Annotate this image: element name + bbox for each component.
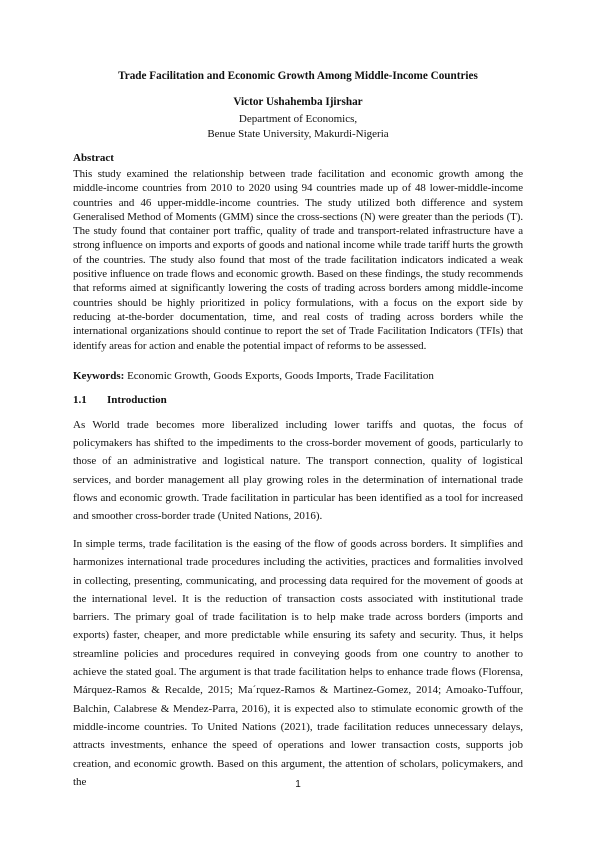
section-number: 1.1 — [73, 394, 87, 406]
page-number: 1 — [295, 779, 301, 790]
keywords-label: Keywords: — [73, 370, 125, 382]
intro-paragraph-1: As World trade becomes more liberalized including lower tariffs and quotas, the focus of policymakers has shifted to the impediments to the cross-border movement of goods, particularly to those of an administrative and logistical nature. The transport connection, quality of logistical services, and border management all play growing roles in the determination of international trade flows and economic growth. Trade facilitation in particular has been identified as a tool for increased and smoother cross-border trade (United Nations, 2016). — [73, 419, 523, 523]
affiliation-department: Department of Economics, — [238, 113, 358, 125]
section-title: Introduction — [107, 394, 167, 406]
affiliation-university: Benue State University, Makurdi-Nigeria — [207, 128, 389, 140]
abstract-heading: Abstract — [73, 152, 114, 164]
section-heading — [73, 394, 167, 406]
intro-paragraph-2: In simple terms, trade facilitation is the easing of the flow of goods across borders. It simplifies and harmonizes international trade procedures including the activities, practices and formalities involved in collecting, presenting, communicating, and processing data required for the movement of goods at the international level. It is the reduction of transaction costs associated with institutional trade barriers. The primary goal of trade facilitation is to help make trade across borders (imports and exports) faster, cheaper, and more predictable while ensuring its safety and security. Thus, it helps streamline policies and procedures required in conveying goods from one country to another to achieve the stated goal. The argument is that trade facilitation helps to enhance trade flows (Florensa, Márquez-Ramos & Recalde, 2015; Ma´rquez-Ramos & Martinez-Gomez, 2014; Amoako-Tuffour, Balchin, Calabrese & Mendez-Parra, 2016), it is expected also to stimulate economic growth of the middle-income countries. To United Nations (2021), trade facilitation reduces unnecessary delays, attracts investments, enhance the speed of operations and lower transaction costs, supports job creation, and economic growth. Based on this argument, the attention of scholars, policymakers, and the — [73, 538, 523, 788]
author-name: Victor Ushahemba Ijirshar — [233, 96, 363, 108]
keywords-line — [73, 370, 523, 382]
abstract-text: This study examined the relationship between trade facilitation and economic growth among the middle-income countries from 2010 to 2020 using 94 countries made up of 48 lower-middle-income countries and 46 upper-middle-income countries. The study utilized both difference and system Generalised Method of Moments (GMM) since the cross-sections (N) were greater than the periods (T). The study found that container port traffic, quality of trade and transport-related infrastructure have a strong influence on imports and exports of goods and national income while trade tariff hurts the growth of the countries. The study also found that most of the trade facilitation indicators indicated a weak positive influence on trade flows and economic growth. Based on these findings, the study recommends that reforms aimed at significantly lowering the costs of trading across borders among middle-income countries should be highly prioritized in policy formulations, with a focus on the export side by reducing at-the-border documentation, time, and real costs of trading across borders while the international organizations should continue to report the set of Trade Facilitation Indicators (TFIs) that identify areas for action and enable the potential impact of reforms to be assessed. — [73, 168, 523, 352]
paper-title: Trade Facilitation and Economic Growth Among Middle-Income Countries — [118, 70, 478, 82]
keywords-text: Economic Growth, Goods Exports, Goods Imports, Trade Facilitation — [127, 370, 434, 382]
